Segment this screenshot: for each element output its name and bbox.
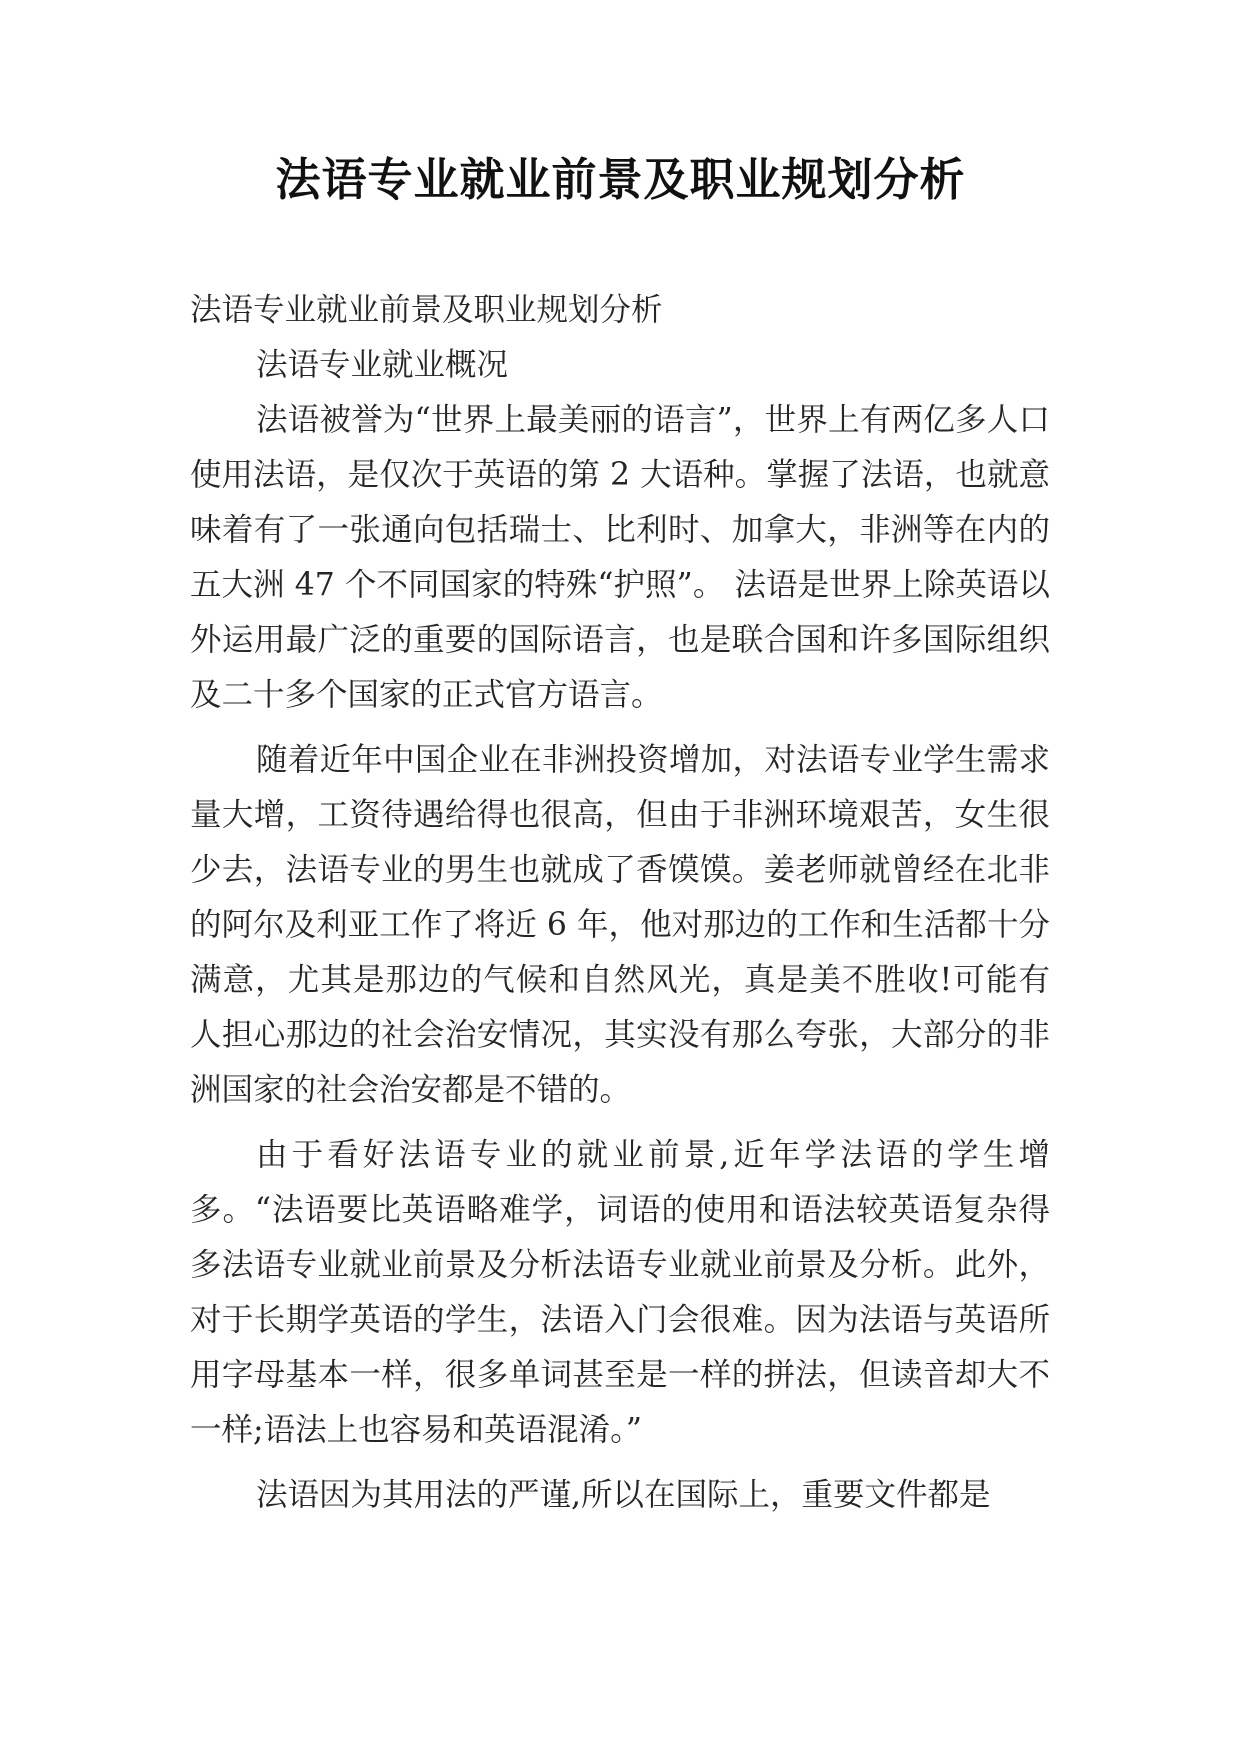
paragraph: 法语因为其用法的严谨,所以在国际上，重要文件都是 xyxy=(256,1477,991,1513)
paragraph-heading: 法语专业就业前景及职业规划分析 xyxy=(190,292,663,328)
paragraph: 法语被誉为“世界上最美丽的语言”，世界上有两亿多人口使用法语，是仅次于英语的第 2 大语种。掌握了法语，也就意味着有了一张通向包括瑞士、比利时、加拿大，非洲等在内的五大洲 47 个不同国家的特殊“护照”。 法语是世界上除英语以外运用最广泛的重要的国际语言，也是联合国和许多国际组织及二十多个国家的正式官方语言。 xyxy=(190,402,1050,713)
document-title: 法语专业就业前景及职业规划分析 xyxy=(275,153,966,206)
paragraph: 由于看好法语专业的就业前景,近年学法语的学生增多。“法语要比英语略难学，词语的使用和语法较英语复杂得多法语专业就业前景及分析法语专业就业前景及分析。此外，对于长期学英语的学生，法语入门会很难。因为法语与英语所用字母基本一样，很多单词甚至是一样的拼法，但读音却大不一样;语法上也容易和英语混淆。” xyxy=(190,1137,1050,1448)
paragraph-section-heading: 法语专业就业概况 xyxy=(256,347,509,383)
paragraph: 随着近年中国企业在非洲投资增加，对法语专业学生需求量大增，工资待遇给得也很高，但由于非洲环境艰苦，女生很少去，法语专业的男生也就成了香馍馍。姜老师就曾经在北非的阿尔及利亚工作了将近 6 年，他对那边的工作和生活都十分满意，尤其是那边的气候和自然风光，真是美不胜收!可能有人担心那边的社会治安情况，其实没有那么夸张，大部分的非洲国家的社会治安都是不错的。 xyxy=(190,742,1050,1108)
document-body xyxy=(190,283,1050,1523)
